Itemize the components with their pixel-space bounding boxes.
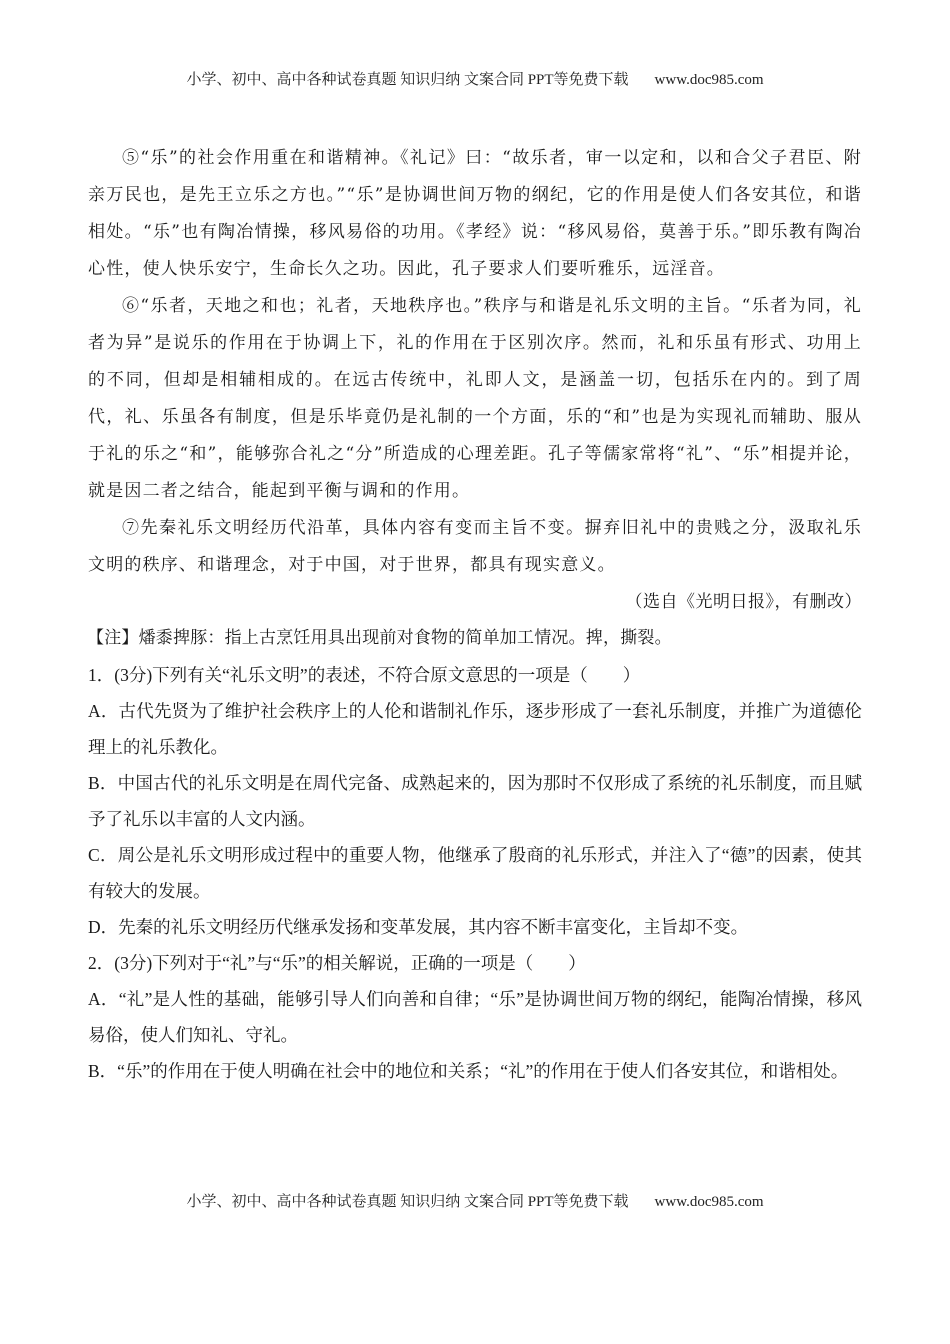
page-footer <box>0 1190 950 1211</box>
option-a: A．古代先贤为了维护社会秩序上的人伦和谐制礼作乐，逐步形成了一套礼乐制度，并推广为道德伦理上的礼乐教化。 <box>88 700 862 757</box>
page-header <box>0 68 950 89</box>
footer-text: 小学、初中、高中各种试卷真题 知识归纳 文案合同 PPT等免费下载 <box>186 1194 629 1210</box>
question-1 <box>88 657 862 945</box>
question-stem: 2．(3分)下列对于“礼”与“乐”的相关解说，正确的一项是（ ） <box>88 952 586 973</box>
option-c: C．周公是礼乐文明形成过程中的重要人物，他继承了殷商的礼乐形式，并注入了“德”的因素，使其有较大的发展。 <box>88 844 862 901</box>
option-a: A．“礼”是人性的基础，能够引导人们向善和自律；“乐”是协调世间万物的纲纪，能陶冶情操，移风易俗，使人们知礼、守礼。 <box>88 988 862 1045</box>
paragraph-6: ⑥“乐者，天地之和也；礼者，天地秩序也。”秩序与和谐是礼乐文明的主旨。“乐者为同，礼者为异”是说乐的作用在于协调上下，礼的作用在于区别次序。然而，礼和乐虽有形式、功用上的不同，但却是相辅相成的。在远古传统中，礼即人文，是涵盖一切，包括乐在内的。到了周代，礼、乐虽各有制度，但是乐毕竟仍是礼制的一个方面，乐的“和”也是为实现礼而辅助、服从于礼的乐之“和”，能够弥合礼之“分”所造成的心理差距。孔子等儒家常将“礼”、“乐”相提并论，就是因二者之结合，能起到平衡与调和的作用。 <box>88 296 862 501</box>
paragraph-5: ⑤“乐”的社会作用重在和谐精神。《礼记》曰：“故乐者，审一以定和，以和合父子君臣、附亲万民也，是先王立乐之方也。”“乐”是协调世间万物的纲纪，它的作用是使人们各安其位，和谐相处。“乐”也有陶冶情操，移风易俗的功用。《孝经》说：“移风易俗，莫善于乐。”即乐教有陶冶心性，使人快乐安宁，生命长久之功。因此，孔子要求人们要听雅乐，远淫音。 <box>88 148 862 279</box>
header-text: 小学、初中、高中各种试卷真题 知识归纳 文案合同 PPT等免费下载 <box>186 72 629 88</box>
paragraph-7: ⑦先秦礼乐文明经历代沿革，具体内容有变而主旨不变。摒弃旧礼中的贵贱之分，汲取礼乐文明的秩序、和谐理念，对于中国，对于世界，都具有现实意义。 <box>88 518 862 575</box>
annotation-note: 【注】燔黍捭豚：指上古烹饪用具出现前对食物的简单加工情况。捭，撕裂。 <box>87 628 672 648</box>
document-body <box>88 140 862 1089</box>
header-site[interactable]: www.doc985.com <box>654 72 764 88</box>
footer-site[interactable]: www.doc985.com <box>654 1194 764 1210</box>
option-b: B．“乐”的作用在于使人明确在社会中的地位和关系；“礼”的作用在于使人们各安其位，和谐相处。 <box>88 1060 849 1081</box>
option-b: B．中国古代的礼乐文明是在周代完备、成熟起来的，因为那时不仅形成了系统的礼乐制度，而且赋予了礼乐以丰富的人文内涵。 <box>88 772 862 829</box>
option-d: D．先秦的礼乐文明经历代继承发扬和变革发展，其内容不断丰富变化，主旨却不变。 <box>88 916 749 937</box>
question-stem: 1．(3分)下列有关“礼乐文明”的表述，不符合原文意思的一项是（ ） <box>88 664 641 685</box>
question-2 <box>88 945 862 1089</box>
source-citation: （选自《光明日报》，有删改） <box>625 592 862 612</box>
